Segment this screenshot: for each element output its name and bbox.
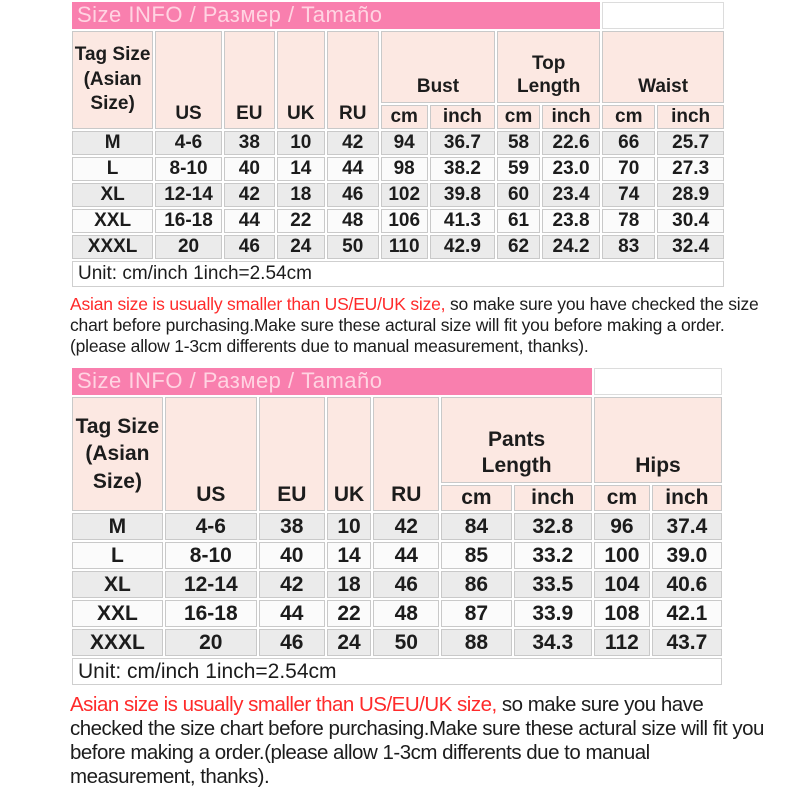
subheader-inch: inch [542,105,600,129]
size-row-xxl [72,209,724,233]
group-label: Bust [416,76,460,98]
group-header-top-length [497,31,600,103]
cell: 27.3 [657,157,724,181]
cell: 44 [327,157,379,181]
banner-spacer [594,368,722,395]
cell: 33.9 [514,600,593,627]
cell: 41.3 [430,209,496,233]
subheader-cm: cm [381,105,428,129]
cell: 37.4 [652,513,722,540]
cell: 110 [381,235,428,259]
cell-size: L [72,157,153,181]
cell: 46 [259,629,325,656]
header-row-main [72,31,724,103]
size-row-m [72,513,722,540]
bottom-size-section [70,366,800,789]
cell: 24.2 [542,235,600,259]
cell: 94 [381,131,428,155]
cell: 88 [441,629,511,656]
subheader-inch: inch [657,105,724,129]
cell: 44 [259,600,325,627]
note-red-text: Asian size is usually smaller than US/EU/UK size, [70,294,446,314]
header-row-main [72,397,722,483]
cell: 74 [602,183,655,207]
cell: 34.3 [514,629,593,656]
unit-row [72,658,722,685]
size-note [70,693,778,789]
cell-size: XXL [72,209,153,233]
cell-size: XXL [72,600,163,627]
cell: 20 [155,235,222,259]
size-info-banner: Size INFO / Размер / Tamaño [72,368,592,395]
cell: 42.9 [430,235,496,259]
group-label: Top Length [517,52,581,98]
size-row-l [72,157,724,181]
cell: 62 [497,235,540,259]
subheader-cm: cm [594,485,650,511]
cell-size: L [72,542,163,569]
cell: 36.7 [430,131,496,155]
size-row-xxxl [72,629,722,656]
cell-size: XXXL [72,235,153,259]
size-row-xxl [72,600,722,627]
group-header-bust [381,31,495,103]
cell: 12-14 [165,571,257,598]
cell: 23.0 [542,157,600,181]
cell: 23.8 [542,209,600,233]
cell: 10 [277,131,325,155]
note-black-text: so make sure you have checked the size chart before purchasing.Make sure these actural size will fit you before making a order.(please allow 1-3cm differents due to manual measurement, thanks). [70,693,764,788]
cell: 60 [497,183,540,207]
cell: 86 [441,571,511,598]
cell: 42 [259,571,325,598]
unit-row [72,261,724,287]
size-row-xl [72,183,724,207]
cell: 98 [381,157,428,181]
cell: 14 [327,542,371,569]
cell: 8-10 [165,542,257,569]
cell: 44 [224,209,275,233]
corner-header-tag-size: Tag Size (Asian Size) [72,397,163,511]
size-row-xl [72,571,722,598]
cell: 33.5 [514,571,593,598]
cell: 43.7 [652,629,722,656]
cell: 20 [165,629,257,656]
cell: 39.8 [430,183,496,207]
cell: 106 [381,209,428,233]
group-label: Pants Length [481,427,552,477]
cell-size: XXXL [72,629,163,656]
size-note [70,294,764,357]
cell-size: XL [72,571,163,598]
cell: 22.6 [542,131,600,155]
cell: 40.6 [652,571,722,598]
cell-size: XL [72,183,153,207]
note-black-text: so make sure you have checked the size chart before purchasing.Make sure these actural size will fit you before making a order.(please allow 1-3cm differents due to manual measurement, thanks). [70,294,759,356]
cell: 24 [327,629,371,656]
cell: 32.4 [657,235,724,259]
cell: 32.8 [514,513,593,540]
cell: 44 [373,542,439,569]
col-header-uk: UK [327,397,371,511]
cell: 42 [327,131,379,155]
cell: 4-6 [165,513,257,540]
subheader-cm: cm [441,485,511,511]
cell: 14 [277,157,325,181]
cell: 100 [594,542,650,569]
unit-text: Unit: cm/inch 1inch=2.54cm [72,658,722,685]
cell: 48 [327,209,379,233]
title-row [72,368,722,395]
cell: 46 [327,183,379,207]
subheader-inch: inch [514,485,593,511]
group-header-waist [602,31,724,103]
top-size-section [70,0,800,357]
cell: 42 [373,513,439,540]
cell: 8-10 [155,157,222,181]
cell: 46 [373,571,439,598]
cell: 18 [277,183,325,207]
cell: 22 [277,209,325,233]
cell: 12-14 [155,183,222,207]
cell: 112 [594,629,650,656]
cell: 10 [327,513,371,540]
col-header-eu: EU [259,397,325,511]
size-row-l [72,542,722,569]
cell: 78 [602,209,655,233]
cell: 42 [224,183,275,207]
cell: 33.2 [514,542,593,569]
cell: 38 [224,131,275,155]
cell: 50 [373,629,439,656]
cell: 70 [602,157,655,181]
cell: 24 [277,235,325,259]
cell: 40 [259,542,325,569]
subheader-cm: cm [602,105,655,129]
cell: 4-6 [155,131,222,155]
subheader-inch: inch [652,485,722,511]
cell: 108 [594,600,650,627]
cell: 84 [441,513,511,540]
cell: 50 [327,235,379,259]
cell: 66 [602,131,655,155]
top-size-table [70,0,726,289]
corner-header-tag-size: Tag Size (Asian Size) [72,31,153,129]
cell: 102 [381,183,428,207]
cell: 16-18 [165,600,257,627]
banner-spacer [602,2,724,29]
cell: 22 [327,600,371,627]
col-header-ru: RU [373,397,439,511]
cell: 28.9 [657,183,724,207]
cell: 83 [602,235,655,259]
cell: 58 [497,131,540,155]
title-row [72,2,724,29]
subheader-inch: inch [430,105,496,129]
cell: 16-18 [155,209,222,233]
cell: 85 [441,542,511,569]
cell: 38 [259,513,325,540]
cell: 18 [327,571,371,598]
col-header-ru: RU [327,31,379,129]
cell: 96 [594,513,650,540]
col-header-uk: UK [277,31,325,129]
group-label: Hips [635,453,681,477]
col-header-us: US [155,31,222,129]
cell: 104 [594,571,650,598]
cell: 39.0 [652,542,722,569]
cell: 42.1 [652,600,722,627]
cell-size: M [72,513,163,540]
cell-size: M [72,131,153,155]
col-header-us: US [165,397,257,511]
cell: 30.4 [657,209,724,233]
cell: 40 [224,157,275,181]
col-header-eu: EU [224,31,275,129]
cell: 59 [497,157,540,181]
size-row-m [72,131,724,155]
group-label: Waist [638,76,689,98]
cell: 46 [224,235,275,259]
subheader-cm: cm [497,105,540,129]
size-info-banner: Size INFO / Размер / Tamaño [72,2,600,29]
note-red-text: Asian size is usually smaller than US/EU/UK size, [70,693,497,716]
cell: 25.7 [657,131,724,155]
bottom-size-table [70,366,724,687]
cell: 23.4 [542,183,600,207]
cell: 87 [441,600,511,627]
group-header-pants-length [441,397,592,483]
cell: 61 [497,209,540,233]
size-row-xxxl [72,235,724,259]
cell: 38.2 [430,157,496,181]
unit-text: Unit: cm/inch 1inch=2.54cm [72,261,724,287]
group-header-hips [594,397,722,483]
cell: 48 [373,600,439,627]
